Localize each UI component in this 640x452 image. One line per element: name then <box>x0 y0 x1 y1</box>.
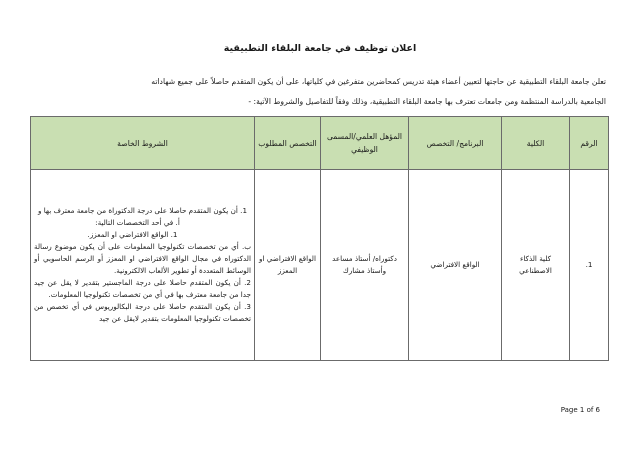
cell-college: كلية الذكاء الاصطناعي <box>502 170 570 361</box>
header-number: الرقم <box>570 117 609 170</box>
header-conditions: الشروط الخاصة <box>31 117 255 170</box>
intro-line-2: الجامعية بالدراسة المنتظمة ومن جامعات تعترف بها جامعة البلقاء التطبيقية، وذلك وفقاً للتفاصيل والشروط الآتية: - <box>248 97 606 106</box>
table-row <box>31 170 609 361</box>
intro-line-1: تعلن جامعة البلقاء التطبيقية عن حاجتها لتعيين أعضاء هيئة تدريس كمحاضرين متفرغين في كلياتها، على أن يكون المتقدم حاصلاً على جميع شهاداته <box>151 77 606 86</box>
table-header-row <box>31 117 609 170</box>
header-program: البرنامج/ التخصص <box>409 117 502 170</box>
cell-number: 1. <box>570 170 609 361</box>
page-number: Page 1 of 6 <box>560 406 600 414</box>
condition-1-a-1: 1. الواقع الافتراضي او المعزز. <box>87 230 178 239</box>
condition-3: 3. أن يكون المتقدم حاصلا على درجة البكالوريوس في أي تخصص من تخصصات تكنولوجيا المعلومات بتقدير لايقل عن جيد <box>34 302 251 323</box>
intro-paragraph <box>38 72 606 112</box>
condition-1-b: ب. أي من تخصصات تكنولوجيا المعلومات على أن يكون موضوع رسالة الدكتوراه في مجال الواقع الافتراضي او المعزز أو الرسم الحاسوبي أو الوسائط المتعددة أو تطوير الألعاب الالكترونية. <box>34 242 251 275</box>
condition-2: 2. أن يكون المتقدم حاصلا على درجة الماجستير بتقدير لا يقل عن جيد جدا من جامعة معترف بها في أي من تخصصات تكنولوجيا المعلومات. <box>34 278 251 299</box>
condition-1-a: أ. في أحد التخصصات التالية: <box>95 218 180 227</box>
header-college: الكلية <box>502 117 570 170</box>
cell-program: الواقع الافتراضي <box>409 170 502 361</box>
document-title: اعلان توظيف في جامعة البلقاء التطبيقية <box>223 43 417 54</box>
header-qualification: المؤهل العلمي/المسمى الوظيفي <box>321 117 409 170</box>
cell-conditions <box>31 170 255 361</box>
positions-table <box>30 116 609 361</box>
condition-1: 1. أن يكون المتقدم حاصلا على درجة الدكتوراة من جامعة معترف بها و <box>37 206 248 215</box>
header-specialization: التخصص المطلوب <box>255 117 321 170</box>
cell-qualification: دكتوراه/ أستاذ مساعد وأستاذ مشارك <box>321 170 409 361</box>
cell-specialization: الواقع الافتراضي او المعزز <box>255 170 321 361</box>
